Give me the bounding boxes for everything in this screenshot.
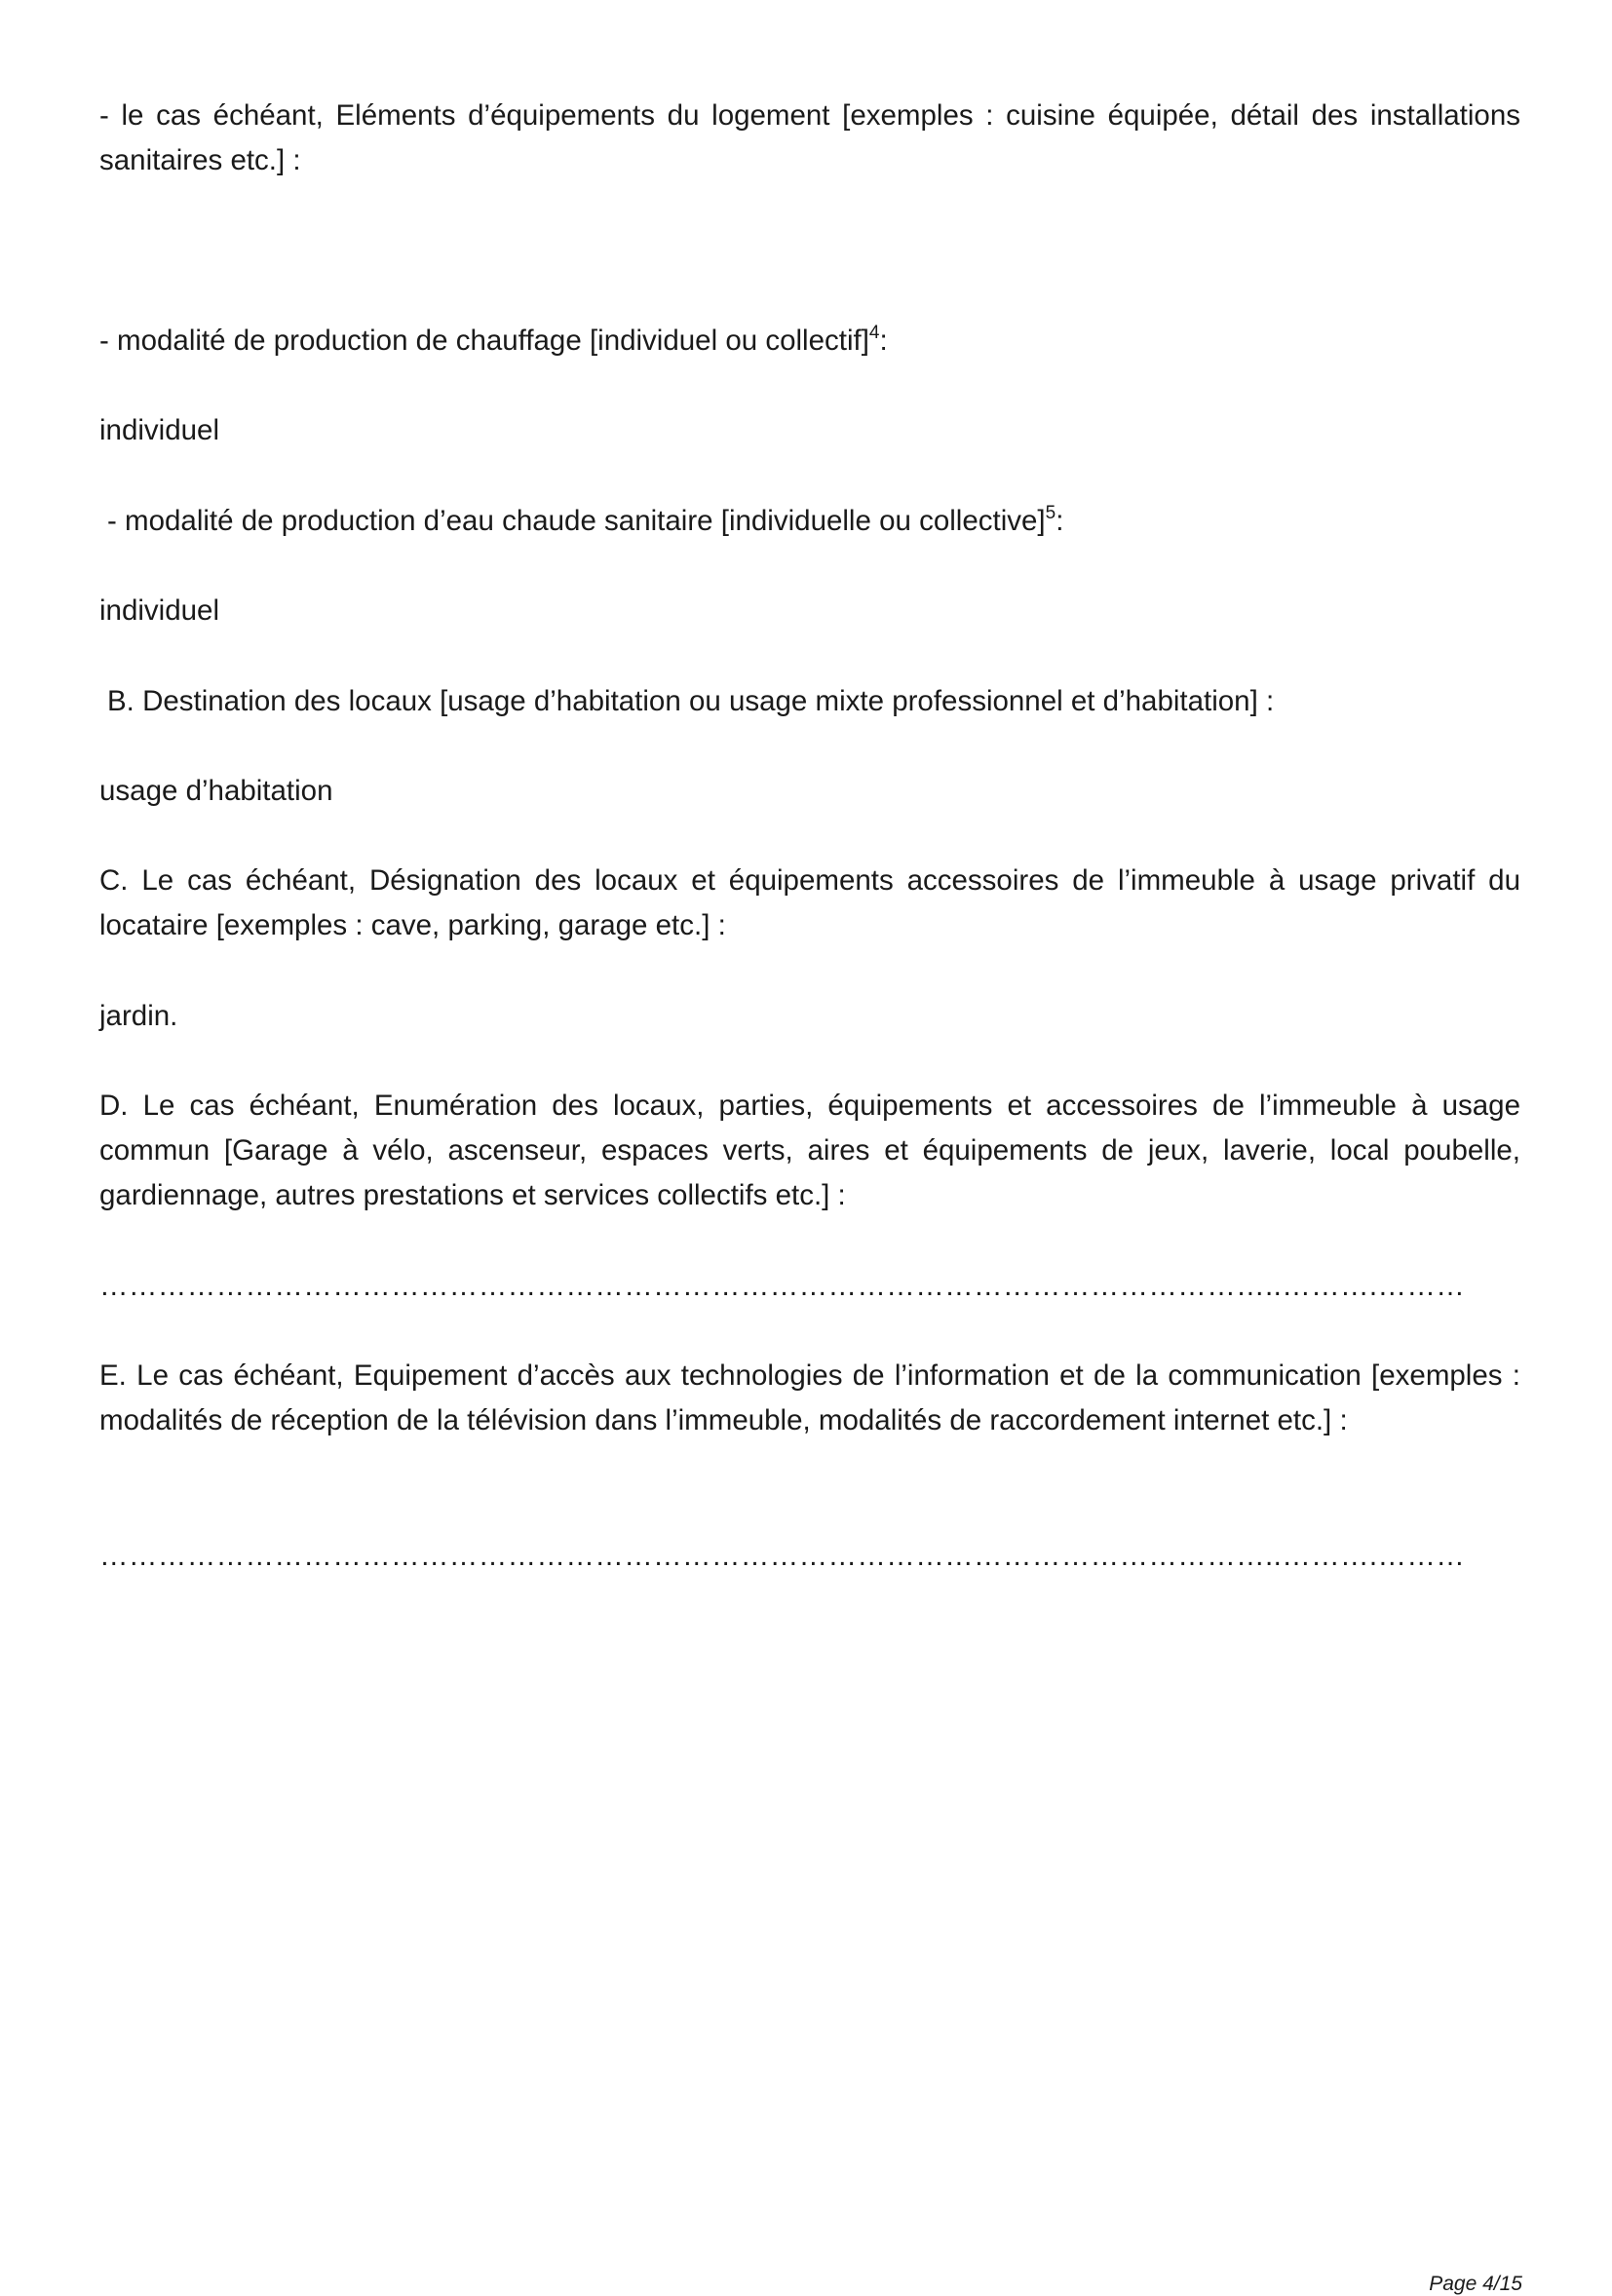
chauffage-suffix: : <box>879 325 888 357</box>
chauffage-value: individuel <box>99 414 219 446</box>
paragraph-commun: D. Le cas échéant, Enumération des locaux, parties, équipements et accessoires de l’immeuble à usage commun [Garage à vélo, ascenseur, espaces verts, aires et équipements de jeux, laverie, local poubelle, gardiennage, autres prestations et services collectifs etc.] : <box>99 1090 1520 1211</box>
privatif-value: jardin. <box>99 1000 178 1032</box>
page-number: Page 4/15 <box>1429 2273 1522 2295</box>
footnote-ref-4[interactable]: 4 <box>868 323 880 343</box>
paragraph-eau-chaude <box>107 499 1520 544</box>
commun-value-placeholder: …………………………………………………………………………………………………………..……….……… <box>99 1270 1466 1302</box>
paragraph-privatif: C. Le cas échéant, Désignation des locaux et équipements accessoires de l’immeuble à usage privatif du locataire [exemples : cave, parking, garage etc.] : <box>99 864 1520 941</box>
eau-chaude-label: - modalité de production d’eau chaude sanitaire [individuelle ou collective] <box>107 505 1046 537</box>
chauffage-label: - modalité de production de chauffage [individuel ou collectif] <box>99 325 869 357</box>
destination-value: usage d’habitation <box>99 775 333 807</box>
paragraph-tic: E. Le cas échéant, Equipement d’accès aux technologies de l’information et de la communication [exemples : modalités de réception de la télévision dans l’immeuble, modalités de raccordement internet etc.] : <box>99 1359 1520 1436</box>
footnote-ref-5[interactable]: 5 <box>1045 503 1056 523</box>
eau-chaude-suffix: : <box>1055 505 1064 537</box>
eau-chaude-value: individuel <box>99 594 219 627</box>
paragraph-chauffage <box>99 319 1520 364</box>
tic-value-placeholder: …………………………………………………………………………………………………………..……….……… <box>99 1540 1466 1572</box>
paragraph-equipements-logement: - le cas échéant, Eléments d’équipements du logement [exemples : cuisine équipée, détail des installations sanitaires etc.] : <box>99 99 1520 176</box>
paragraph-destination: B. Destination des locaux [usage d’habitation ou usage mixte professionnel et d’habitation] : <box>107 685 1275 717</box>
